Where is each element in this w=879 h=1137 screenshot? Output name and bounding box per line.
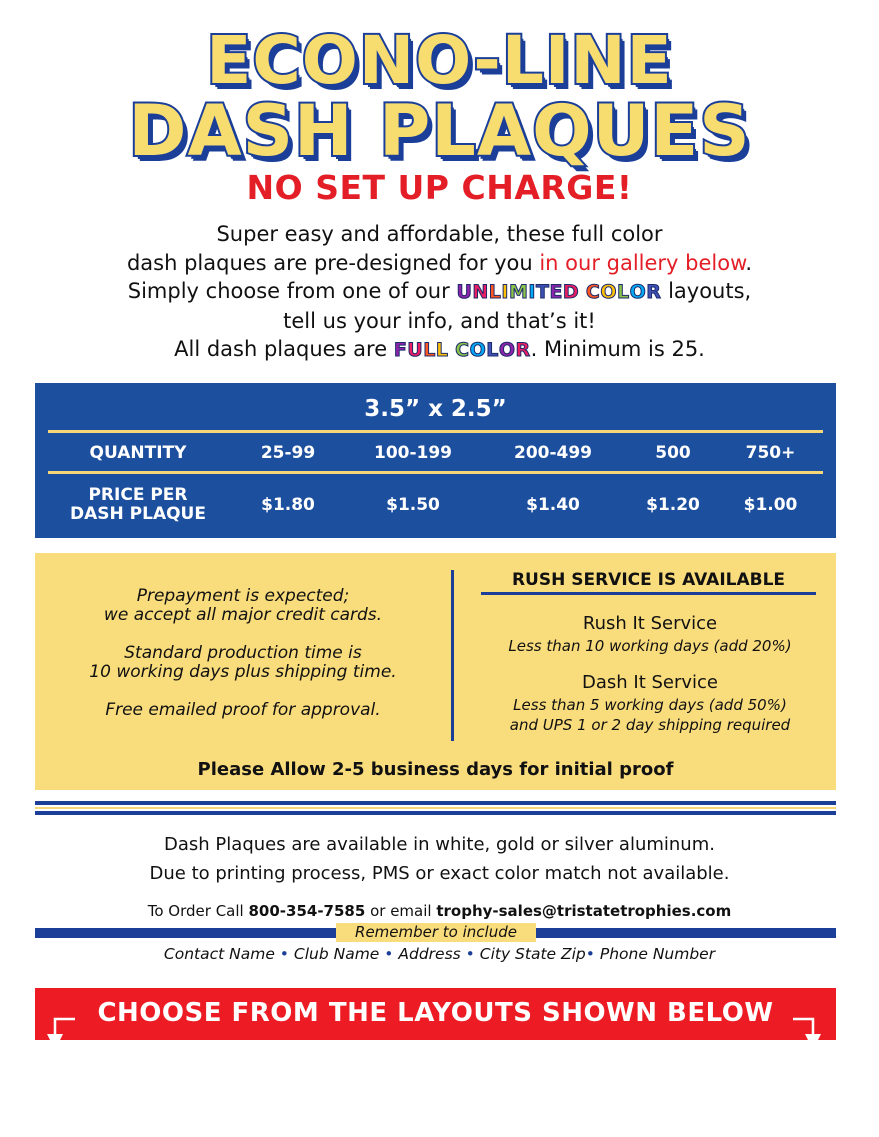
quantity-cell: 25-99 bbox=[260, 443, 316, 463]
price-cell: $1.80 bbox=[261, 495, 315, 515]
remember-label: Remember to include bbox=[336, 923, 536, 942]
intro-line-3-text: Simply choose from one of our bbox=[127, 279, 457, 303]
intro-line-1: Super easy and affordable, these full color bbox=[216, 222, 663, 246]
title-line-2: DASH PLAQUES bbox=[128, 90, 751, 172]
order-mid: or email bbox=[365, 902, 437, 920]
quantity-cell: 750+ bbox=[745, 443, 796, 463]
prepayment-note bbox=[35, 587, 451, 625]
order-email[interactable]: trophy-sales@tristatetrophies.com bbox=[436, 902, 732, 920]
quantity-cell: 200-499 bbox=[513, 443, 593, 463]
contact-field: Address bbox=[398, 945, 461, 963]
intro-line-4: tell us your info, and that’s it! bbox=[283, 308, 596, 333]
intro-text bbox=[0, 220, 879, 365]
down-arrow-right-icon bbox=[793, 1016, 827, 1052]
contact-field: Club Name bbox=[293, 945, 380, 963]
separator-dot: • bbox=[279, 945, 289, 963]
price-row bbox=[48, 483, 823, 527]
choose-layouts-text: CHOOSE FROM THE LAYOUTS SHOWN BELOW bbox=[97, 998, 774, 1028]
order-prefix: To Order Call bbox=[147, 902, 249, 920]
stripe-gold bbox=[35, 807, 836, 809]
rush-it-service-desc: Less than 10 working days (add 20%) bbox=[508, 637, 792, 655]
down-arrow-left-icon bbox=[45, 1016, 75, 1052]
price-label-line-2: DASH PLAQUE bbox=[70, 504, 206, 524]
production-line-1: Standard production time is bbox=[124, 643, 362, 663]
dash-it-desc-line-2: and UPS 1 or 2 day shipping required bbox=[509, 716, 791, 734]
price-cell: $1.20 bbox=[646, 495, 700, 515]
availability-text bbox=[0, 830, 879, 888]
intro-line-2-end: . bbox=[745, 250, 753, 275]
price-table bbox=[35, 383, 836, 538]
full-rainbow-text: FULL bbox=[393, 339, 449, 361]
availability-line-1: Dash Plaques are available in white, gold or silver aluminum. bbox=[164, 834, 715, 855]
payment-info bbox=[35, 587, 451, 739]
choose-layouts-banner bbox=[35, 988, 836, 1040]
contact-field: Contact Name bbox=[163, 945, 275, 963]
no-setup-charge-heading: NO SET UP CHARGE! bbox=[246, 168, 633, 207]
dash-it-service-name: Dash It Service bbox=[581, 672, 718, 693]
contact-field: City State Zip bbox=[479, 945, 586, 963]
dash-it-service-desc bbox=[485, 695, 815, 735]
full-color-rainbow-text: COLOR bbox=[455, 339, 531, 361]
availability-line-2: Due to printing process, PMS or exact color match not available. bbox=[149, 863, 730, 884]
order-info bbox=[0, 902, 879, 920]
title-line-1: ECONO-LINE bbox=[206, 22, 673, 99]
contact-field: Phone Number bbox=[599, 945, 716, 963]
proof-allowance-note: Please Allow 2-5 business days for initial proof bbox=[197, 759, 674, 780]
production-note bbox=[35, 644, 451, 682]
contact-fields bbox=[0, 945, 879, 963]
prepayment-line-1: Prepayment is expected; bbox=[136, 586, 350, 606]
intro-line-2 bbox=[0, 249, 879, 278]
separator-dot: • bbox=[465, 945, 475, 963]
table-divider-middle bbox=[48, 471, 823, 474]
price-cell: $1.50 bbox=[386, 495, 440, 515]
gallery-link-text: in our gallery below bbox=[539, 250, 746, 275]
color-rainbow-text: COLOR bbox=[585, 281, 662, 303]
production-line-2: 10 working days plus shipping time. bbox=[89, 662, 397, 682]
price-label-line-1: PRICE PER bbox=[88, 485, 188, 505]
rush-it-service-name: Rush It Service bbox=[582, 613, 718, 634]
order-phone[interactable]: 800-354-7585 bbox=[248, 902, 366, 920]
dash-it-desc-line-1: Less than 5 working days (add 50%) bbox=[513, 696, 787, 714]
intro-line-3 bbox=[0, 277, 879, 307]
stripe-blue-1 bbox=[35, 801, 836, 805]
prepayment-line-2: we accept all major credit cards. bbox=[103, 605, 383, 625]
separator-dot: • bbox=[585, 945, 595, 963]
price-label bbox=[48, 486, 228, 524]
price-cell: $1.00 bbox=[743, 495, 798, 515]
vertical-divider bbox=[451, 570, 454, 741]
intro-line-5 bbox=[0, 335, 879, 365]
rush-heading: RUSH SERVICE IS AVAILABLE bbox=[511, 570, 786, 590]
intro-line-3-end: layouts, bbox=[661, 279, 752, 303]
unlimited-rainbow-text: UNLIMITED bbox=[456, 281, 580, 303]
quantity-cell: 100-199 bbox=[373, 443, 453, 463]
intro-line-2-text: dash plaques are pre-designed for you bbox=[126, 250, 540, 275]
table-divider-top bbox=[48, 430, 823, 433]
quantity-label: QUANTITY bbox=[89, 443, 187, 463]
intro-line-5-end: . Minimum is 25. bbox=[530, 337, 705, 361]
intro-line-5-text: All dash plaques are bbox=[174, 337, 394, 361]
quantity-cell: 500 bbox=[655, 443, 691, 463]
quantity-row bbox=[48, 441, 823, 465]
separator-dot: • bbox=[384, 945, 394, 963]
price-cell: $1.40 bbox=[526, 495, 580, 515]
info-box bbox=[35, 553, 836, 790]
stripe-blue-2 bbox=[35, 811, 836, 815]
rush-heading-underline bbox=[481, 592, 816, 595]
plaque-size: 3.5” x 2.5” bbox=[364, 396, 507, 422]
proof-note: Free emailed proof for approval. bbox=[105, 700, 381, 720]
